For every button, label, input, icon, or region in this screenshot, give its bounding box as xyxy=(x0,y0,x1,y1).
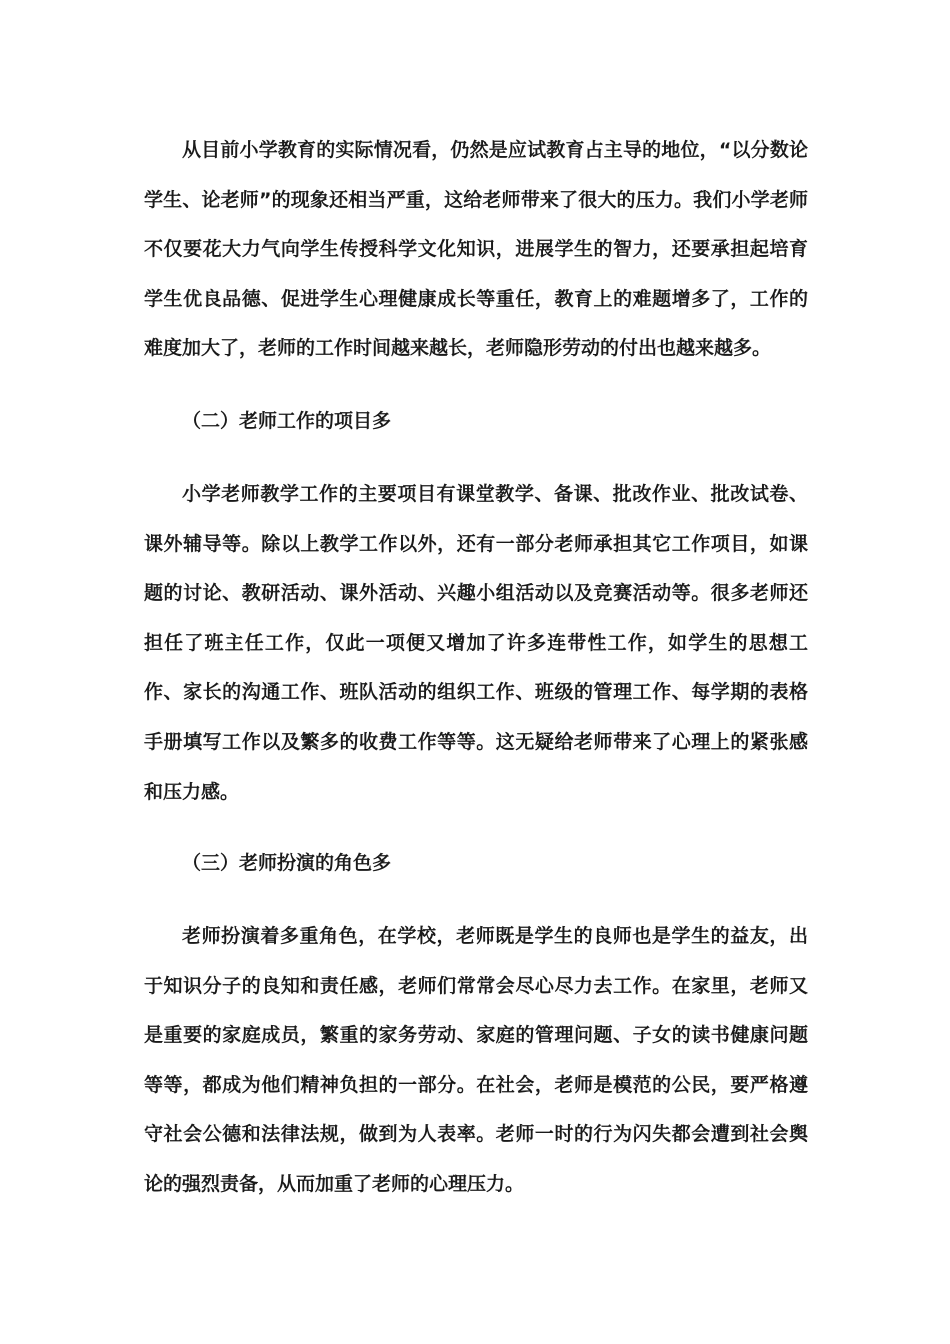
paragraph-multiple-roles: 老师扮演着多重角色，在学校，老师既是学生的良师也是学生的益友，出于知识分子的良知和责任感，老师们常常会尽心尽力去工作。在家里，老师又是重要的家庭成员，繁重的家务劳动、家庭的管理问题、子女的读书健康问题等等，都成为他们精神负担的一部分。在社会，老师是模范的公民，要严格遵守社会公德和法律法规，做到为人表率。老师一时的行为闪失都会遭到社会舆论的强烈责备，从而加重了老师的心理压力。 xyxy=(144,925,808,1195)
paragraph-exam-pressure: 从目前小学教育的实际情况看，仍然是应试教育占主导的地位，“以分数论学生、论老师”的现象还相当严重，这给老师带来了很大的压力。我们小学老师不仅要花大力气向学生传授科学文化知识，进展学生的智力，还要承担起培育学生优良品德、促进学生心理健康成长等重任，教育上的难题增多了，工作的难度加大了，老师的工作时间越来越长，老师隐形劳动的付出也越来越多。 xyxy=(144,139,808,360)
section-heading-workload: （二）老师工作的项目多 xyxy=(182,410,392,432)
section-heading-roles: （三）老师扮演的角色多 xyxy=(182,852,392,874)
paragraph-work-items: 小学老师教学工作的主要项目有课堂教学、备课、批改作业、批改试卷、课外辅导等。除以上教学工作以外，还有一部分老师承担其它工作项目，如课题的讨论、教研活动、课外活动、兴趣小组活动以及竞赛活动等。很多老师还担任了班主任工作，仅此一项便又增加了许多连带性工作，如学生的思想工作、家长的沟通工作、班队活动的组织工作、班级的管理工作、每学期的表格手册填写工作以及繁多的收费工作等等。这无疑给老师带来了心理上的紧张感和压力感。 xyxy=(144,483,808,803)
